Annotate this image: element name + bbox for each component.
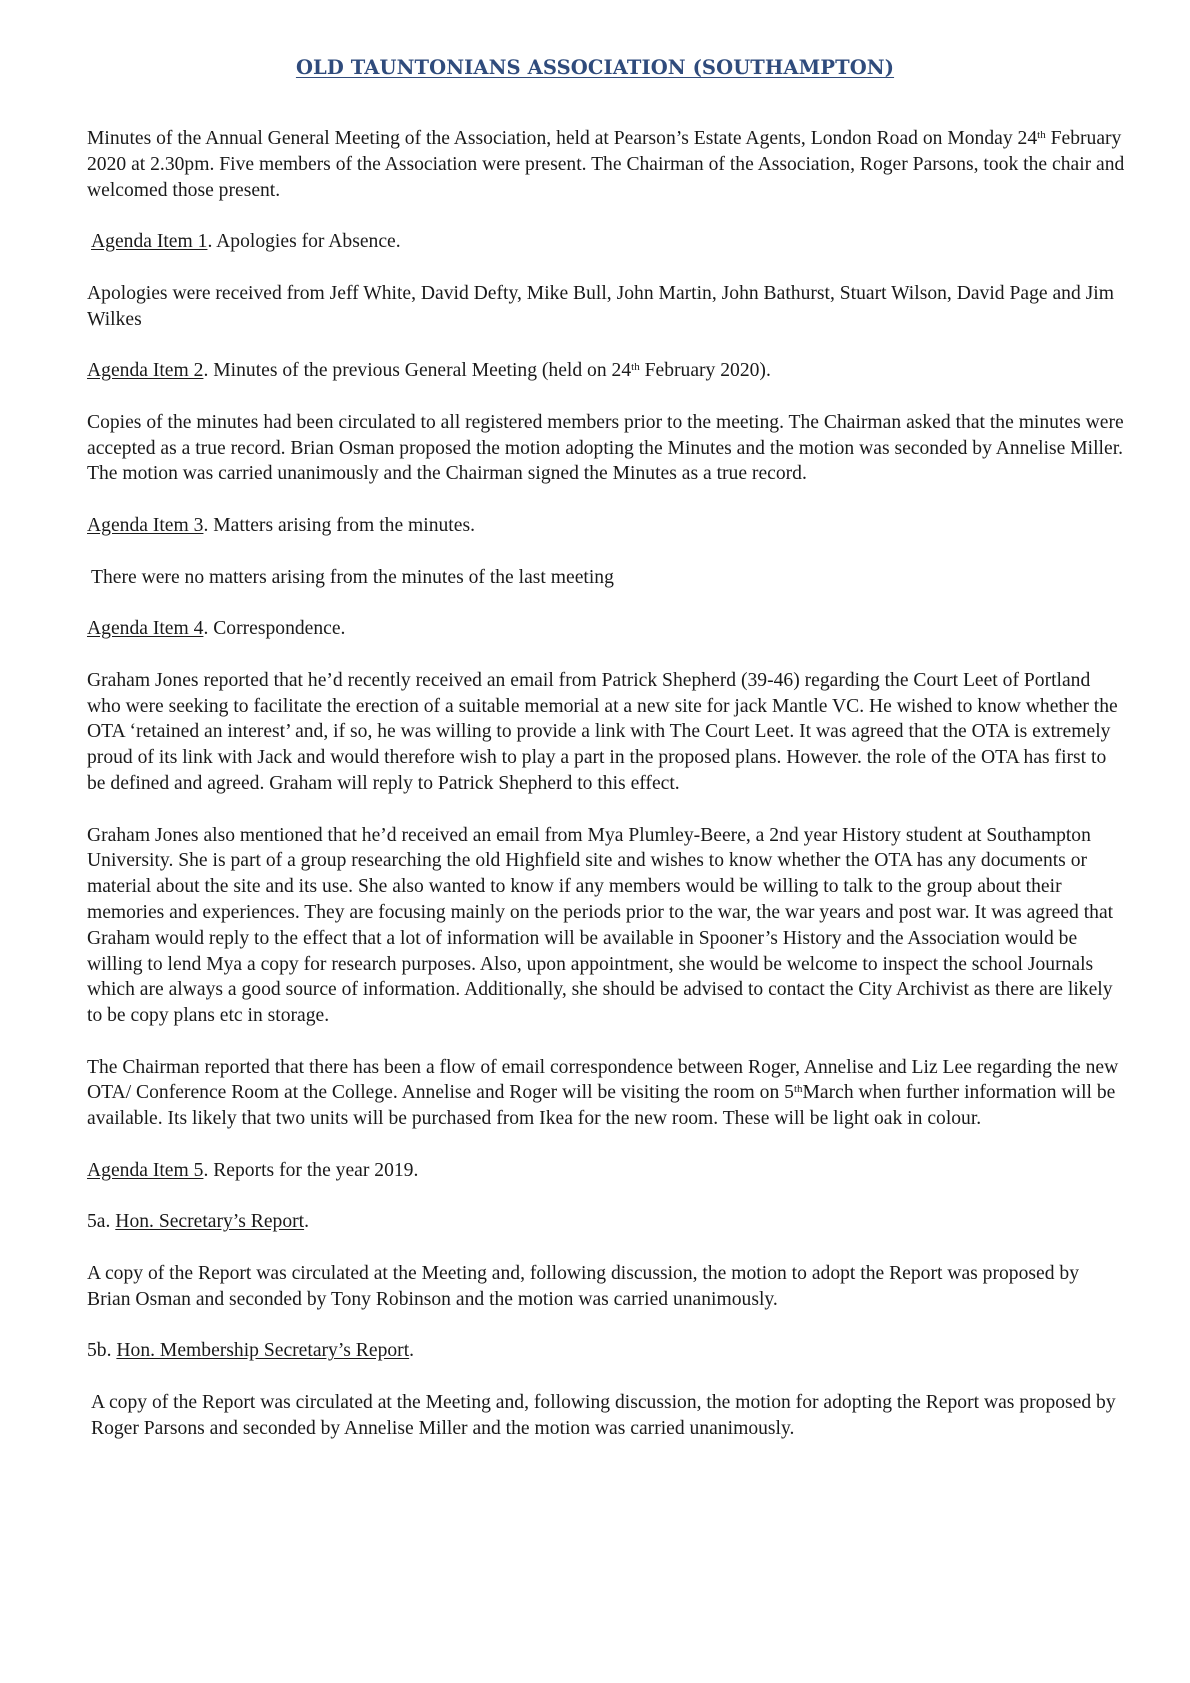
intro-sup: th: [1037, 129, 1046, 141]
agenda-item-4-title: . Correspondence.: [203, 618, 346, 640]
agenda-item-4-para-2: Graham Jones also mentioned that he’d received an email from Mya Plumley-Beere, a 2nd year History student at Southampton University. She is part of a group researching the old Highfield site and wishes to know whether the OTA has any documents or material about the site and its use. She also wanted to know if any members would be willing to talk to the group about their memories and experiences. They are focusing mainly on the periods prior to the war, the war years and post war. It was agreed that Graham would reply to the effect that a lot of information will be available in Spooner’s History and the Association would be willing to lend Mya a copy for research purposes. Also, upon appointment, she would be welcome to inspect the school Journals which are always a good source of information. Additionally, she should be advised to contact the City Archivist as there are likely to be copy plans etc in storage.: [87, 824, 1114, 1027]
report-5a-prefix: 5a.: [87, 1211, 116, 1233]
agenda-item-2-text: Copies of the minutes had been circulated to all registered members prior to the meeting. The Chairman asked that the minutes were accepted as a true record. Brian Osman proposed the motion adopting the Minutes and the motion was seconded by Annelise Miller. The motion was carried unanimously and the Chairman signed the Minutes as a true record.: [87, 411, 1124, 485]
agenda-item-2-label: Agenda Item 2: [87, 360, 204, 382]
report-5b-text: A copy of the Report was circulated at the Meeting and, following discussion, the motion for adopting the Report was proposed by Roger Parsons and seconded by Annelise Miller and the motion was carried unanimously.: [91, 1392, 1116, 1439]
agenda-item-2-heading: [87, 358, 1127, 384]
agenda-item-5-label: Agenda Item 5: [87, 1159, 204, 1181]
intro-paragraph: [87, 126, 1127, 203]
document-body: [87, 126, 1127, 1467]
report-5a-text: A copy of the Report was circulated at the Meeting and, following discussion, the motion to adopt the Report was proposed by Brian Osman and seconded by Tony Robinson and the motion was carried unanimously.: [87, 1263, 1080, 1310]
agenda-item-1-label: Agenda Item 1: [91, 231, 208, 253]
report-5a-heading: [87, 1209, 1127, 1235]
agenda-item-5-heading: [87, 1158, 1127, 1184]
agenda-item-4-para-1: Graham Jones reported that he’d recently received an email from Patrick Shepherd (39-46) regarding the Court Leet of Portland who were seeking to facilitate the erection of a suitable memorial at a new site for jack Mantle VC. He wished to know whether the OTA ‘retained an interest’ and, if so, he was willing to provide a link with The Court Leet. It was agreed that the OTA is extremely proud of its link with Jack and would therefore wish to play a part in the proposed plans. However. the role of the OTA has first to be defined and agreed. Graham will reply to Patrick Shepherd to this effect.: [87, 669, 1118, 794]
report-5a-label: Hon. Secretary’s Report: [115, 1211, 305, 1233]
agenda-item-1-heading: [87, 229, 1127, 255]
agenda-item-3-label: Agenda Item 3: [87, 514, 204, 536]
agenda-item-4-para-3: [87, 1055, 1127, 1132]
agenda-item-2-sup: th: [631, 361, 640, 374]
agenda-item-3-title: . Matters arising from the minutes.: [203, 514, 475, 536]
agenda-item-3-text: There were no matters arising from the minutes of the last meeting: [91, 566, 614, 588]
intro-text-2: February 2020 at 2.30pm. Five members of the Association were present. The Chairman of the Association, Roger Parsons, took the chair and welcomed those present.: [87, 128, 1125, 201]
agenda-item-4-para-3-text-2: March when further information will be available. Its likely that two units will be purchased from Ikea for the new room. These will be light oak in colour.: [87, 1082, 1116, 1130]
agenda-item-4-para-3-text-1: The Chairman reported that there has been a flow of email correspondence between Roger, Annelise and Liz Lee regarding the new OTA/ Conference Room at the College. Annelise and Roger will be visiting the room on 5: [87, 1056, 1119, 1104]
agenda-item-4-label: Agenda Item 4: [87, 618, 204, 640]
agenda-item-1-title: . Apologies for Absence.: [207, 231, 401, 253]
agenda-item-3-heading: [87, 513, 1127, 539]
document-title: OLD TAUNTONIANS ASSOCIATION (SOUTHAMPTON): [295, 56, 895, 79]
agenda-item-5-title: . Reports for the year 2019.: [203, 1159, 419, 1181]
agenda-item-4-heading: [87, 616, 1127, 642]
report-5a-suffix: .: [304, 1211, 310, 1233]
report-5b-suffix: .: [409, 1340, 415, 1362]
agenda-item-4-para-3-sup: th: [793, 1083, 803, 1096]
agenda-item-1-text: Apologies were received from Jeff White, David Defty, Mike Bull, John Martin, John Bathurst, Stuart Wilson, David Page and Jim Wilkes: [87, 282, 1114, 330]
agenda-item-2-title-2: February 2020).: [639, 360, 771, 382]
report-5b-label: Hon. Membership Secretary’s Report: [116, 1340, 410, 1362]
agenda-item-2-title-1: . Minutes of the previous General Meeting (held on 24: [203, 360, 632, 382]
report-5b-heading: [87, 1338, 1127, 1364]
report-5b-prefix: 5b.: [87, 1340, 117, 1362]
intro-text-1: Minutes of the Annual General Meeting of the Association, held at Pearson’s Estate Agents, London Road on Monday 24: [87, 128, 1038, 149]
